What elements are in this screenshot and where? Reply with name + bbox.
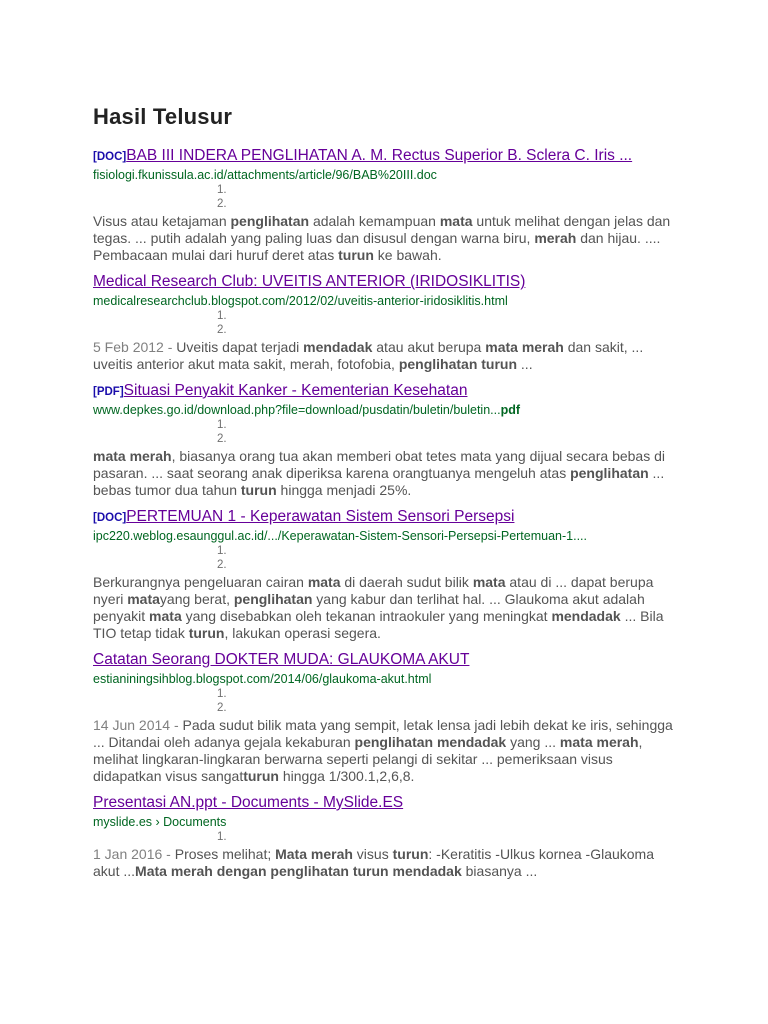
result-url-text: fisiologi.fkunissula.ac.id/attachments/article/96/BAB%20III.doc [93, 168, 437, 182]
snippet-keyword: penglihatan [230, 213, 310, 229]
result-snippet [93, 339, 683, 373]
result-title-link[interactable]: PERTEMUAN 1 - Keperawatan Sistem Sensori Persepsi [126, 508, 515, 525]
snippet-text: hingga 1/300.1,2,6,8. [278, 768, 415, 784]
result-title-link[interactable]: Catatan Seorang DOKTER MUDA: GLAUKOMA AKUT [93, 651, 470, 668]
result-menu-item[interactable]: 1. [217, 688, 227, 700]
result-url-suffix: pdf [500, 403, 521, 417]
snippet-keyword: turun [338, 247, 374, 263]
snippet-keyword: mata [307, 574, 341, 590]
snippet-text: ... Bila TIO tetap tidak [93, 608, 664, 641]
result-url [93, 403, 683, 418]
snippet-keyword: penglihatan turun [398, 356, 518, 372]
result-url-text: myslide.es › Documents [93, 815, 227, 829]
snippet-text: ke bawah. [373, 247, 442, 263]
file-type-tag: [DOC] [93, 512, 127, 524]
snippet-text: Uveitis dapat terjadi [176, 339, 304, 355]
result-snippet [93, 213, 683, 264]
result-menu-list [93, 830, 683, 844]
result-date: 1 Jan 2016 - [93, 846, 175, 862]
snippet-text: Proses melihat; [174, 846, 276, 862]
search-result [93, 381, 683, 499]
snippet-keyword: penglihatan mendadak [354, 734, 507, 750]
snippet-keyword: mata [127, 591, 160, 607]
snippet-keyword: mendadak [303, 339, 373, 355]
snippet-text: ... [517, 356, 533, 372]
snippet-keyword: merah [534, 230, 577, 246]
result-url-text: ipc220.weblog.esaunggul.ac.id/.../Keperawatan-Sistem-Sensori-Persepsi-Pertemuan-1.... [93, 529, 588, 543]
snippet-keyword: Mata merah dengan penglihatan turun mendadak [135, 863, 462, 879]
result-title-line [93, 793, 683, 814]
result-menu-item[interactable]: 2. [217, 559, 227, 571]
snippet-keyword: mata merah [559, 734, 639, 750]
result-url-text: estianiningsihblog.blogspot.com/2014/06/glaukoma-akut.html [93, 672, 432, 686]
snippet-text: Pada sudut bilik mata yang sempit, letak lensa jadi lebih dekat ke iris, sehingga ... Ditandai oleh adanya gejala kekaburan [93, 717, 673, 750]
snippet-keyword: penglihatan [570, 465, 649, 481]
snippet-keyword: turun [188, 625, 225, 641]
snippet-text: , biasanya orang tua akan memberi obat tetes mata yang dijual secara bebas di pasaran. ... saat seorang anak diperiksa karena orangtuanya mengeluh atas [93, 448, 666, 481]
result-snippet [93, 574, 683, 642]
snippet-text: dan hijau. .... Pembacaan mulai dari huruf deret atas [93, 230, 661, 263]
result-title-line [93, 507, 683, 528]
result-url [93, 529, 683, 544]
result-title-link[interactable]: Presentasi AN.ppt - Documents - MySlide.ES [93, 794, 404, 811]
file-type-tag: [PDF] [93, 386, 124, 398]
snippet-keyword: Mata merah [275, 846, 353, 862]
snippet-text: , melihat lingkaran-lingkaran berwarna seperti pelangi di sekitar ... pemeriksaan visus didapatkan visus sangat [93, 734, 643, 784]
snippet-text: Berkurangnya pengeluaran cairan [93, 574, 308, 590]
result-title-line [93, 381, 683, 402]
result-url [93, 815, 683, 830]
result-url-text: www.depkes.go.id/download.php?file=download/pusdatin/buletin/buletin... [93, 403, 501, 417]
snippet-keyword: mata merah [93, 448, 172, 464]
snippet-keyword: turun [392, 846, 429, 862]
result-menu-item[interactable]: 1. [217, 545, 227, 557]
result-title-link[interactable]: Medical Research Club: UVEITIS ANTERIOR (IRIDOSIKLITIS) [93, 273, 526, 290]
snippet-text: yang ... [506, 734, 560, 750]
result-snippet [93, 846, 683, 880]
result-date: 5 Feb 2012 - [93, 339, 177, 355]
result-url [93, 294, 683, 309]
result-menu-list [93, 183, 683, 211]
snippet-text: ... bebas tumor dua tahun [93, 465, 665, 498]
result-date: 14 Jun 2014 - [93, 717, 183, 733]
result-menu-item[interactable]: 1. [217, 419, 227, 431]
file-type-tag: [DOC] [93, 151, 127, 163]
snippet-text: adalah kemampuan [309, 213, 440, 229]
snippet-keyword: penglihatan [233, 591, 313, 607]
snippet-text: : -Keratitis -Ulkus kornea -Glaukoma akut ... [93, 846, 655, 879]
result-menu-item[interactable]: 2. [217, 433, 227, 445]
result-menu-item[interactable]: 1. [217, 831, 227, 843]
result-url [93, 672, 683, 687]
result-menu-item[interactable]: 2. [217, 702, 227, 714]
result-title-line [93, 272, 683, 293]
snippet-text: di daerah sudut bilik [340, 574, 473, 590]
search-result [93, 272, 683, 373]
result-url-text: medicalresearchclub.blogspot.com/2012/02/uveitis-anterior-iridosiklitis.html [93, 294, 508, 308]
snippet-text: biasanya ... [461, 863, 538, 879]
snippet-text: visus [352, 846, 393, 862]
result-menu-item[interactable]: 1. [217, 310, 227, 322]
search-result [93, 146, 683, 264]
snippet-text: atau akut berupa [372, 339, 486, 355]
search-result [93, 507, 683, 642]
result-title-link[interactable]: BAB III INDERA PENGLIHATAN A. M. Rectus Superior B. Sclera C. Iris ... [126, 147, 633, 164]
search-result [93, 650, 683, 785]
result-title-line [93, 650, 683, 671]
page-title: Hasil Telusur [93, 104, 233, 129]
snippet-keyword: mata merah [485, 339, 564, 355]
result-title-line [93, 146, 683, 167]
snippet-keyword: mata [439, 213, 473, 229]
results-list [93, 146, 683, 888]
result-menu-item[interactable]: 2. [217, 198, 227, 210]
result-snippet [93, 448, 683, 499]
snippet-text: Visus atau ketajaman [93, 213, 231, 229]
snippet-text: yang disebabkan oleh tekanan intraokuler yang meningkat [181, 608, 552, 624]
result-menu-list [93, 418, 683, 446]
snippet-text: atau di ... dapat berupa nyeri [93, 574, 654, 607]
snippet-keyword: turun [243, 768, 279, 784]
snippet-keyword: mendadak [551, 608, 621, 624]
snippet-text: untuk melihat dengan jelas dan tegas. ... putih adalah yang paling luas dan disusul dengan warna biru, [93, 213, 671, 246]
snippet-text: yang berat, [159, 591, 234, 607]
snippet-keyword: mata [472, 574, 506, 590]
result-menu-item[interactable]: 2. [217, 324, 227, 336]
snippet-text: hingga menjadi 25%. [276, 482, 412, 498]
result-title-link[interactable]: Situasi Penyakit Kanker - Kementerian Kesehatan [123, 382, 468, 399]
result-menu-item[interactable]: 1. [217, 184, 227, 196]
result-menu-list [93, 544, 683, 572]
snippet-keyword: turun [240, 482, 277, 498]
snippet-text: , lakukan operasi segera. [224, 625, 381, 641]
result-url [93, 168, 683, 183]
result-menu-list [93, 309, 683, 337]
result-menu-list [93, 687, 683, 715]
snippet-keyword: mata [149, 608, 182, 624]
result-snippet [93, 717, 683, 785]
snippet-text: dan sakit, ... uveitis anterior akut mata sakit, merah, fotofobia, [93, 339, 644, 372]
search-result [93, 793, 683, 880]
snippet-text: yang kabur dan terlihat hal. ... Glaukoma akut adalah penyakit [93, 591, 645, 624]
